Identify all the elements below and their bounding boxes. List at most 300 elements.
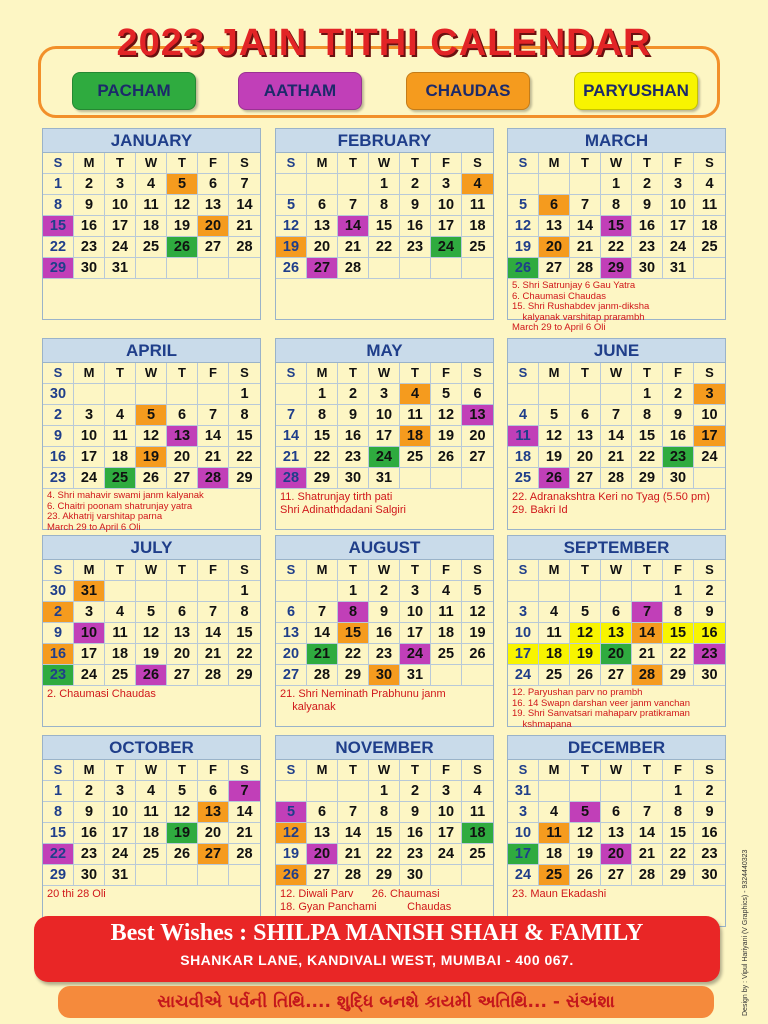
- day-cell: 9: [694, 802, 725, 823]
- day-cell: 21: [338, 844, 369, 865]
- day-cell: 11: [136, 802, 167, 823]
- day-cell: 9: [694, 602, 725, 623]
- day-cell: 3: [400, 581, 431, 602]
- day-cell: 16: [74, 823, 105, 844]
- day-cell: 28: [198, 468, 229, 489]
- day-cell: 20: [307, 237, 338, 258]
- day-cell: 27: [462, 447, 493, 468]
- day-cell: 20: [307, 844, 338, 865]
- day-cell: 5: [276, 802, 307, 823]
- day-cell: 15: [632, 426, 663, 447]
- empty-cell: [136, 865, 167, 886]
- weekday-header: F: [198, 560, 229, 581]
- note-line: 23. Akhatrij varshitap parna: [47, 511, 163, 522]
- weekday-header: T: [632, 153, 663, 174]
- day-cell: 19: [570, 644, 601, 665]
- day-cell: 31: [663, 258, 694, 279]
- day-cell: 4: [462, 781, 493, 802]
- weekday-header: T: [105, 363, 136, 384]
- month-notes: [508, 279, 725, 336]
- day-cell: 16: [43, 447, 74, 468]
- day-cell: 18: [508, 447, 539, 468]
- note-line: 5. Shri Satrunjay 6 Gau Yatra: [512, 280, 636, 291]
- note-line: 29. Bakri Id: [512, 504, 568, 516]
- day-cell: 25: [508, 468, 539, 489]
- legend-pacham: PACHAM: [72, 72, 196, 110]
- note-line: 21. Shri Neminath Prabhunu janm: [280, 688, 446, 700]
- empty-cell: [105, 581, 136, 602]
- day-cell: 9: [369, 602, 400, 623]
- day-cell: 13: [462, 405, 493, 426]
- day-cell: 15: [229, 426, 260, 447]
- note-line: 4. Shri mahavir swami janm kalyanak: [47, 490, 204, 501]
- day-cell: 7: [632, 602, 663, 623]
- weekday-header: S: [276, 153, 307, 174]
- month-name: AUGUST: [276, 536, 493, 560]
- day-cell: 21: [198, 644, 229, 665]
- day-cell: 24: [431, 844, 462, 865]
- empty-cell: [167, 581, 198, 602]
- day-cell: 4: [136, 174, 167, 195]
- day-cell: 5: [570, 802, 601, 823]
- day-cell: 11: [539, 823, 570, 844]
- day-cell: 31: [105, 258, 136, 279]
- empty-cell: [198, 865, 229, 886]
- weekday-header: S: [694, 363, 725, 384]
- day-cell: 15: [307, 426, 338, 447]
- empty-cell: [539, 781, 570, 802]
- day-cell: 4: [105, 602, 136, 623]
- day-cell: 29: [663, 865, 694, 886]
- weekday-header: S: [276, 363, 307, 384]
- day-cell: 18: [539, 844, 570, 865]
- day-cell: 26: [167, 844, 198, 865]
- month-days-grid: [508, 560, 725, 686]
- day-cell: 2: [43, 602, 74, 623]
- weekday-header: S: [276, 760, 307, 781]
- month-name: OCTOBER: [43, 736, 260, 760]
- day-cell: 24: [74, 468, 105, 489]
- day-cell: 22: [369, 237, 400, 258]
- empty-cell: [198, 384, 229, 405]
- day-cell: 5: [539, 405, 570, 426]
- weekday-header: W: [601, 760, 632, 781]
- day-cell: 27: [167, 665, 198, 686]
- day-cell: 7: [338, 195, 369, 216]
- weekday-header: T: [570, 363, 601, 384]
- day-cell: 13: [601, 823, 632, 844]
- day-cell: 10: [663, 195, 694, 216]
- day-cell: 20: [570, 447, 601, 468]
- day-cell: 13: [198, 195, 229, 216]
- day-cell: 27: [539, 258, 570, 279]
- motto-banner: સાચવીએ પર્વની તિથિ.... શુદ્ધિ બનશે કાયમી અતિથિ... - સંઅંશા: [58, 986, 714, 1018]
- empty-cell: [462, 258, 493, 279]
- legend-paryushan: PARYUSHAN: [574, 72, 698, 110]
- day-cell: 30: [74, 865, 105, 886]
- day-cell: 26: [462, 644, 493, 665]
- day-cell: 28: [198, 665, 229, 686]
- day-cell: 5: [167, 174, 198, 195]
- day-cell: 17: [105, 823, 136, 844]
- day-cell: 7: [570, 195, 601, 216]
- day-cell: 10: [431, 195, 462, 216]
- day-cell: 4: [539, 802, 570, 823]
- day-cell: 17: [431, 216, 462, 237]
- day-cell: 6: [276, 602, 307, 623]
- day-cell: 9: [400, 195, 431, 216]
- day-cell: 24: [369, 447, 400, 468]
- day-cell: 23: [369, 644, 400, 665]
- weekday-header: F: [663, 363, 694, 384]
- empty-cell: [136, 581, 167, 602]
- day-cell: 20: [167, 644, 198, 665]
- weekday-header: S: [508, 560, 539, 581]
- day-cell: 28: [570, 258, 601, 279]
- day-cell: 30: [694, 865, 725, 886]
- weekday-header: T: [632, 560, 663, 581]
- weekday-header: W: [136, 560, 167, 581]
- day-cell: 29: [601, 258, 632, 279]
- note-line: March 29 to April 6 Oli: [512, 322, 606, 333]
- day-cell: 13: [601, 623, 632, 644]
- day-cell: 12: [431, 405, 462, 426]
- day-cell: 5: [570, 602, 601, 623]
- weekday-header: F: [431, 153, 462, 174]
- month-notes: [508, 489, 725, 519]
- page-title: 2023 JAIN TITHI CALENDAR: [116, 22, 652, 64]
- day-cell: 28: [601, 468, 632, 489]
- note-line: 15. Shri Rushabdev janm-diksha: [512, 301, 650, 312]
- day-cell: 6: [307, 195, 338, 216]
- month-notes: [43, 489, 260, 535]
- day-cell: 25: [539, 865, 570, 886]
- day-cell: 3: [694, 384, 725, 405]
- weekday-header: S: [508, 153, 539, 174]
- day-cell: 29: [369, 865, 400, 886]
- weekday-header: F: [431, 760, 462, 781]
- day-cell: 2: [43, 405, 74, 426]
- day-cell: 14: [570, 216, 601, 237]
- day-cell: 19: [276, 844, 307, 865]
- weekday-header: M: [539, 760, 570, 781]
- weekday-header: S: [462, 760, 493, 781]
- day-cell: 12: [136, 426, 167, 447]
- day-cell: 18: [105, 447, 136, 468]
- day-cell: 25: [462, 237, 493, 258]
- month-name: JULY: [43, 536, 260, 560]
- day-cell: 21: [601, 447, 632, 468]
- day-cell: 22: [43, 844, 74, 865]
- day-cell: 19: [136, 447, 167, 468]
- weekday-header: M: [539, 560, 570, 581]
- month-notes: [43, 686, 260, 703]
- month-march: [507, 128, 726, 333]
- day-cell: 6: [167, 405, 198, 426]
- empty-cell: [198, 581, 229, 602]
- day-cell: 26: [570, 665, 601, 686]
- note-line: 19. Shri Sanvatsari mahaparv pratikraman: [512, 708, 690, 719]
- weekday-header: T: [167, 153, 198, 174]
- address-text: SHANKAR LANE, KANDIVALI WEST, MUMBAI - 400 067.: [180, 952, 574, 968]
- day-cell: 14: [632, 623, 663, 644]
- weekday-header: M: [307, 363, 338, 384]
- weekday-header: S: [43, 153, 74, 174]
- weekday-header: F: [431, 363, 462, 384]
- day-cell: 22: [632, 447, 663, 468]
- day-cell: 13: [570, 426, 601, 447]
- day-cell: 19: [462, 623, 493, 644]
- month-days-grid: [43, 363, 260, 489]
- day-cell: 8: [663, 602, 694, 623]
- day-cell: 18: [462, 823, 493, 844]
- empty-cell: [307, 781, 338, 802]
- weekday-header: T: [400, 760, 431, 781]
- day-cell: 16: [694, 623, 725, 644]
- day-cell: 23: [74, 237, 105, 258]
- day-cell: 27: [276, 665, 307, 686]
- day-cell: 20: [276, 644, 307, 665]
- month-june: [507, 338, 726, 530]
- day-cell: 16: [400, 823, 431, 844]
- day-cell: 24: [105, 844, 136, 865]
- note-line: March 29 to April 6 Oli: [47, 521, 141, 533]
- day-cell: 23: [43, 468, 74, 489]
- empty-cell: [508, 581, 539, 602]
- empty-cell: [632, 581, 663, 602]
- weekday-header: S: [462, 153, 493, 174]
- day-cell: 6: [601, 802, 632, 823]
- day-cell: 5: [431, 384, 462, 405]
- day-cell: 19: [167, 823, 198, 844]
- month-july: [42, 535, 261, 727]
- day-cell: 16: [43, 644, 74, 665]
- day-cell: 8: [43, 195, 74, 216]
- empty-cell: [400, 468, 431, 489]
- month-name: SEPTEMBER: [508, 536, 725, 560]
- day-cell: 23: [694, 844, 725, 865]
- day-cell: 22: [338, 644, 369, 665]
- day-cell: 23: [663, 447, 694, 468]
- day-cell: 28: [276, 468, 307, 489]
- weekday-header: W: [601, 153, 632, 174]
- day-cell: 17: [74, 644, 105, 665]
- day-cell: 26: [276, 258, 307, 279]
- day-cell: 13: [167, 623, 198, 644]
- empty-cell: [632, 781, 663, 802]
- day-cell: 23: [43, 665, 74, 686]
- weekday-header: M: [307, 560, 338, 581]
- empty-cell: [338, 174, 369, 195]
- day-cell: 29: [307, 468, 338, 489]
- day-cell: 4: [539, 602, 570, 623]
- day-cell: 3: [105, 174, 136, 195]
- weekday-header: F: [663, 153, 694, 174]
- empty-cell: [539, 174, 570, 195]
- day-cell: 11: [431, 602, 462, 623]
- day-cell: 20: [462, 426, 493, 447]
- day-cell: 10: [400, 602, 431, 623]
- day-cell: 1: [338, 581, 369, 602]
- day-cell: 22: [229, 447, 260, 468]
- day-cell: 21: [229, 823, 260, 844]
- weekday-header: F: [663, 560, 694, 581]
- empty-cell: [400, 258, 431, 279]
- weekday-header: T: [338, 153, 369, 174]
- day-cell: 24: [508, 865, 539, 886]
- day-cell: 21: [632, 844, 663, 865]
- legend-chaudas: CHAUDAS: [406, 72, 530, 110]
- day-cell: 19: [539, 447, 570, 468]
- day-cell: 6: [307, 802, 338, 823]
- empty-cell: [570, 174, 601, 195]
- day-cell: 27: [601, 665, 632, 686]
- day-cell: 27: [198, 237, 229, 258]
- weekday-header: S: [508, 760, 539, 781]
- day-cell: 15: [369, 823, 400, 844]
- empty-cell: [307, 174, 338, 195]
- day-cell: 11: [694, 195, 725, 216]
- day-cell: 19: [431, 426, 462, 447]
- day-cell: 22: [229, 644, 260, 665]
- day-cell: 4: [136, 781, 167, 802]
- day-cell: 11: [136, 195, 167, 216]
- day-cell: 16: [338, 426, 369, 447]
- empty-cell: [229, 258, 260, 279]
- day-cell: 16: [694, 823, 725, 844]
- day-cell: 21: [570, 237, 601, 258]
- month-notes: [276, 886, 493, 916]
- day-cell: 23: [400, 237, 431, 258]
- day-cell: 25: [400, 447, 431, 468]
- empty-cell: [431, 665, 462, 686]
- day-cell: 11: [539, 623, 570, 644]
- empty-cell: [431, 258, 462, 279]
- month-name: APRIL: [43, 339, 260, 363]
- day-cell: 28: [229, 844, 260, 865]
- month-notes: [43, 886, 260, 903]
- month-may: [275, 338, 494, 530]
- empty-cell: [276, 174, 307, 195]
- day-cell: 24: [431, 237, 462, 258]
- weekday-header: T: [570, 760, 601, 781]
- day-cell: 25: [462, 844, 493, 865]
- day-cell: 12: [276, 823, 307, 844]
- day-cell: 13: [307, 823, 338, 844]
- day-cell: 6: [462, 384, 493, 405]
- day-cell: 12: [570, 623, 601, 644]
- day-cell: 26: [539, 468, 570, 489]
- month-notes: [508, 686, 725, 732]
- day-cell: 14: [229, 195, 260, 216]
- empty-cell: [136, 258, 167, 279]
- day-cell: 5: [167, 781, 198, 802]
- day-cell: 8: [229, 602, 260, 623]
- weekday-header: W: [136, 363, 167, 384]
- day-cell: 17: [431, 823, 462, 844]
- day-cell: 12: [508, 216, 539, 237]
- day-cell: 25: [105, 468, 136, 489]
- month-days-grid: [508, 153, 725, 279]
- empty-cell: [508, 384, 539, 405]
- day-cell: 17: [508, 844, 539, 865]
- day-cell: 4: [462, 174, 493, 195]
- greeting-banner: [34, 916, 720, 982]
- day-cell: 3: [663, 174, 694, 195]
- weekday-header: M: [307, 760, 338, 781]
- day-cell: 31: [369, 468, 400, 489]
- day-cell: 23: [694, 644, 725, 665]
- day-cell: 25: [105, 665, 136, 686]
- day-cell: 23: [74, 844, 105, 865]
- month-days-grid: [276, 560, 493, 686]
- weekday-header: S: [229, 560, 260, 581]
- empty-cell: [167, 258, 198, 279]
- weekday-header: S: [43, 363, 74, 384]
- day-cell: 1: [229, 581, 260, 602]
- day-cell: 12: [570, 823, 601, 844]
- empty-cell: [74, 384, 105, 405]
- empty-cell: [276, 384, 307, 405]
- empty-cell: [601, 781, 632, 802]
- weekday-header: T: [400, 560, 431, 581]
- day-cell: 6: [167, 602, 198, 623]
- day-cell: 9: [74, 802, 105, 823]
- day-cell: 2: [400, 781, 431, 802]
- greeting-text: Best Wishes : SHILPA MANISH SHAH & FAMILY: [110, 920, 644, 946]
- day-cell: 2: [74, 174, 105, 195]
- note-line: kalyanak: [280, 701, 336, 713]
- day-cell: 15: [229, 623, 260, 644]
- month-october: [42, 735, 261, 927]
- note-line: 6. Chaumasi Chaudas: [512, 290, 606, 302]
- day-cell: 7: [307, 602, 338, 623]
- empty-cell: [307, 581, 338, 602]
- weekday-header: S: [462, 560, 493, 581]
- day-cell: 13: [167, 426, 198, 447]
- day-cell: 17: [400, 623, 431, 644]
- weekday-header: S: [508, 363, 539, 384]
- month-days-grid: [276, 153, 493, 279]
- month-january: [42, 128, 261, 320]
- day-cell: 12: [136, 623, 167, 644]
- day-cell: 5: [136, 405, 167, 426]
- day-cell: 22: [663, 844, 694, 865]
- day-cell: 1: [663, 781, 694, 802]
- day-cell: 21: [198, 447, 229, 468]
- day-cell: 26: [276, 865, 307, 886]
- day-cell: 21: [632, 644, 663, 665]
- day-cell: 3: [431, 781, 462, 802]
- day-cell: 11: [400, 405, 431, 426]
- day-cell: 24: [74, 665, 105, 686]
- note-line: 22. Adranakshtra Keri no Tyag (5.50 pm): [512, 491, 710, 503]
- day-cell: 3: [369, 384, 400, 405]
- day-cell: 1: [229, 384, 260, 405]
- empty-cell: [570, 384, 601, 405]
- day-cell: 21: [276, 447, 307, 468]
- day-cell: 7: [601, 405, 632, 426]
- weekday-header: S: [276, 560, 307, 581]
- day-cell: 18: [136, 216, 167, 237]
- day-cell: 29: [338, 665, 369, 686]
- weekday-header: T: [338, 760, 369, 781]
- day-cell: 23: [400, 844, 431, 865]
- day-cell: 17: [369, 426, 400, 447]
- day-cell: 29: [43, 865, 74, 886]
- empty-cell: [431, 468, 462, 489]
- day-cell: 5: [462, 581, 493, 602]
